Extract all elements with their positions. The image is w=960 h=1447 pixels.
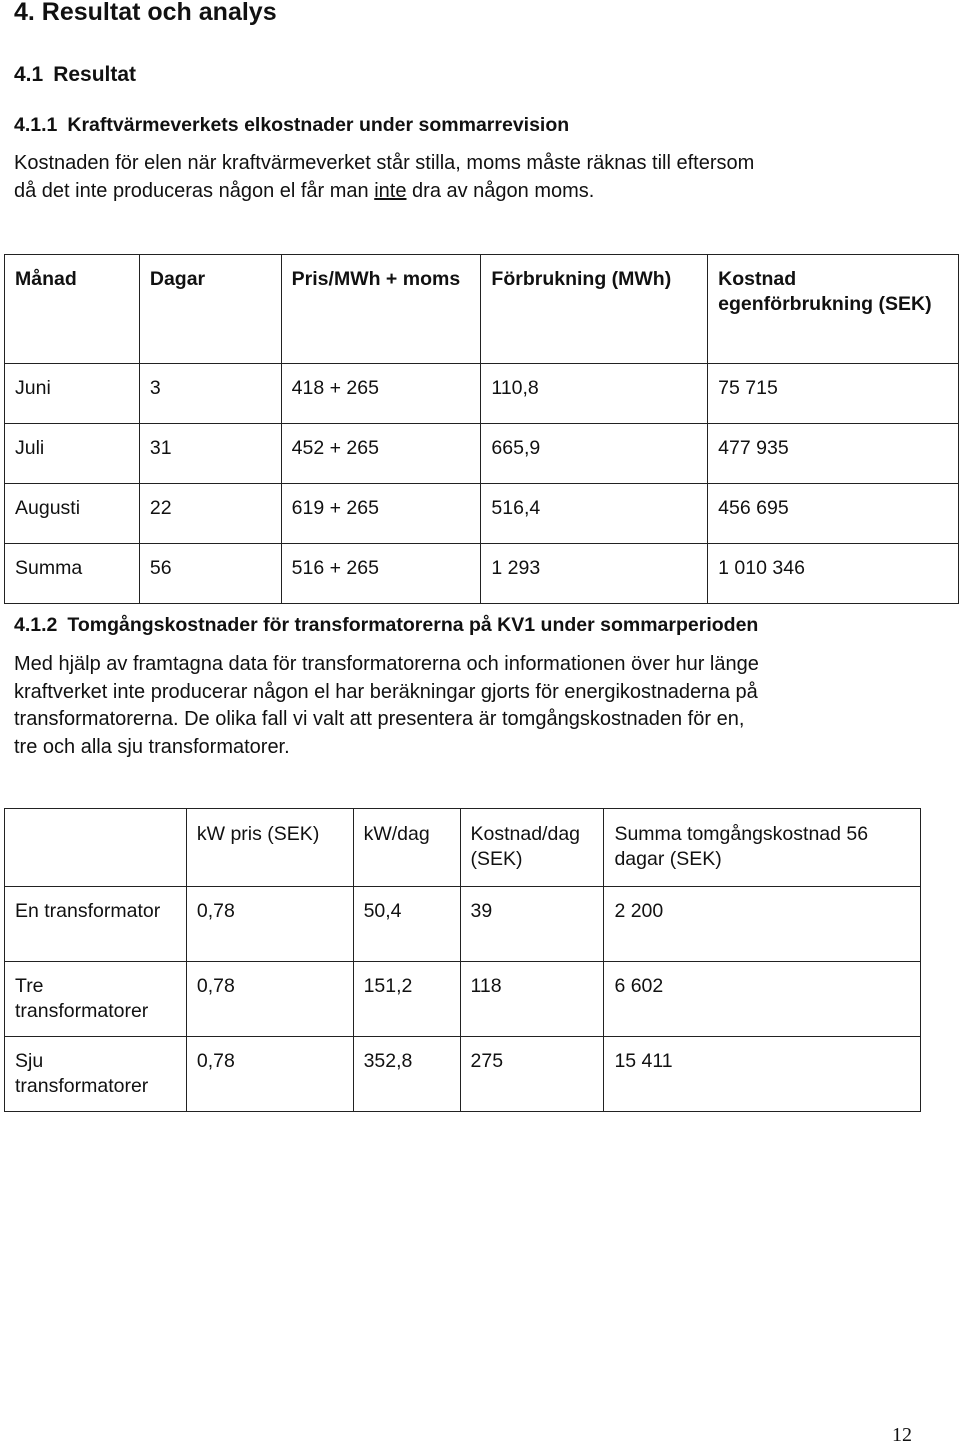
paragraph-line: Med hjälp av framtagna data för transformatorerna och informationen över hur länge <box>14 653 759 675</box>
subsection-heading-1 <box>14 114 569 137</box>
table-cell: 2 200 <box>604 887 921 962</box>
subsection-title: Tomgångskostnader för transformatorerna på KV1 under sommarperioden <box>67 614 759 636</box>
table-cell: 22 <box>139 484 281 544</box>
table-cell: 275 <box>460 1037 604 1112</box>
table-row <box>5 962 921 1037</box>
table-cell: 3 <box>139 364 281 424</box>
table-cell: Juni <box>5 364 140 424</box>
table-cell: 418 + 265 <box>281 364 481 424</box>
table-cell: 75 715 <box>708 364 959 424</box>
table-cell: Tre transformatorer <box>5 962 187 1037</box>
table-row <box>5 364 959 424</box>
subsection-heading-2 <box>14 614 758 637</box>
paragraph-line <box>14 178 934 206</box>
column-header: Kostnad/dag (SEK) <box>460 809 604 887</box>
table-cell: 31 <box>139 424 281 484</box>
table-cell: 352,8 <box>353 1037 460 1112</box>
table-cell: 452 + 265 <box>281 424 481 484</box>
column-header: Summa tomgångskostnad 56 dagar (SEK) <box>604 809 921 887</box>
table-cell: Summa <box>5 544 140 604</box>
column-header: Förbrukning (MWh) <box>481 255 708 364</box>
table-cell: 15 411 <box>604 1037 921 1112</box>
table-cell: 6 602 <box>604 962 921 1037</box>
table-header-row <box>5 255 959 364</box>
column-header: kW/dag <box>353 809 460 887</box>
chapter-heading: 4. Resultat och analys <box>14 0 277 26</box>
table-cell: 0,78 <box>186 887 353 962</box>
column-header: Månad <box>5 255 140 364</box>
table-cell: 477 935 <box>708 424 959 484</box>
table-cell: Augusti <box>5 484 140 544</box>
table-row <box>5 424 959 484</box>
paragraph-line: tre och alla sju transformatorer. <box>14 735 290 758</box>
paragraph-line: transformatorerna. De olika fall vi valt att presentera är tomgångskostnaden för en, <box>14 708 745 730</box>
underlined-word: inte <box>374 179 407 202</box>
subsection-number: 4.1.2 <box>14 614 58 636</box>
paragraph-line: Kostnaden för elen när kraftvärmeverket står stilla, moms måste räknas till eftersom <box>14 152 755 174</box>
table-cell: En transformator <box>5 887 187 962</box>
column-header <box>5 809 187 887</box>
paragraph-idle-costs <box>14 651 934 761</box>
subsection-title: Kraftvärmeverkets elkostnader under sommarrevision <box>67 114 570 136</box>
table-cell: 151,2 <box>353 962 460 1037</box>
table-cell: 619 + 265 <box>281 484 481 544</box>
paragraph-line: kraftverket inte producerar någon el har beräkningar gjorts för energikostnaderna på <box>14 680 758 703</box>
table-cell: 56 <box>139 544 281 604</box>
section-title: Resultat <box>53 63 137 86</box>
subsection-number: 4.1.1 <box>14 114 58 136</box>
column-header: Dagar <box>139 255 281 364</box>
column-header: Pris/MWh + moms <box>281 255 481 364</box>
table-row <box>5 887 921 962</box>
table-cell: Juli <box>5 424 140 484</box>
table-cell: 516,4 <box>481 484 708 544</box>
table-cell: 1 293 <box>481 544 708 604</box>
transformer-idle-cost-table <box>4 808 921 1112</box>
section-heading <box>14 63 136 87</box>
table-cell: 516 + 265 <box>281 544 481 604</box>
column-header: Kostnad egenförbrukning (SEK) <box>708 255 959 364</box>
table-cell: Sju transformatorer <box>5 1037 187 1112</box>
paragraph-electricity-costs <box>14 150 934 205</box>
table-cell: 0,78 <box>186 1037 353 1112</box>
column-header: kW pris (SEK) <box>186 809 353 887</box>
text-run: dra av någon moms. <box>406 179 595 202</box>
text-run: då det inte produceras någon el får man <box>14 179 375 202</box>
table-row <box>5 544 959 604</box>
table-cell: 1 010 346 <box>708 544 959 604</box>
table-cell: 0,78 <box>186 962 353 1037</box>
table-cell: 665,9 <box>481 424 708 484</box>
table-row <box>5 484 959 544</box>
electricity-cost-table <box>4 254 959 604</box>
section-number: 4.1 <box>14 63 44 86</box>
table-row <box>5 1037 921 1112</box>
page-number: 12 <box>892 1424 912 1446</box>
table-cell: 118 <box>460 962 604 1037</box>
table-cell: 50,4 <box>353 887 460 962</box>
table-header-row <box>5 809 921 887</box>
table-cell: 456 695 <box>708 484 959 544</box>
table-cell: 39 <box>460 887 604 962</box>
table-cell: 110,8 <box>481 364 708 424</box>
